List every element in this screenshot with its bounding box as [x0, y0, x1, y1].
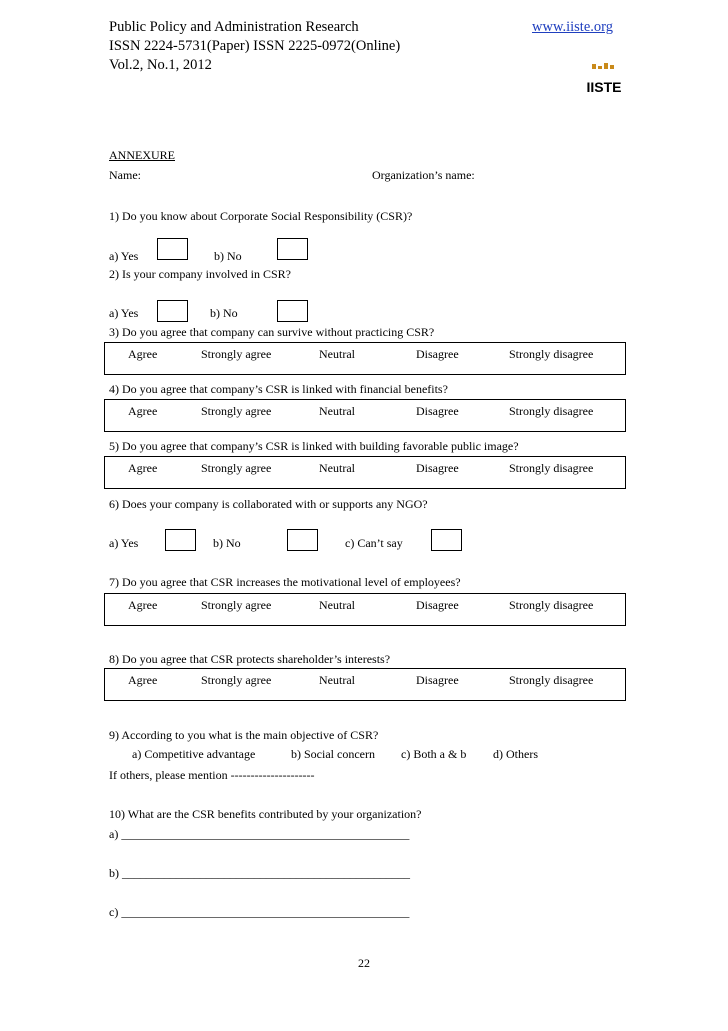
- q1-no-label: b) No: [214, 249, 242, 263]
- q10-answer-a[interactable]: a) ________________________________________________: [109, 827, 410, 841]
- scale-disagree[interactable]: Disagree: [416, 347, 459, 361]
- scale-neutral[interactable]: Neutral: [319, 673, 355, 687]
- q5-scale-row[interactable]: [104, 456, 626, 489]
- name-label: Name:: [109, 168, 141, 182]
- page-number: 22: [358, 956, 370, 970]
- scale-strongly-agree[interactable]: Strongly agree: [201, 461, 272, 475]
- scale-strongly-disagree[interactable]: Strongly disagree: [509, 461, 594, 475]
- scale-agree[interactable]: Agree: [128, 347, 158, 361]
- question-1: 1) Do you know about Corporate Social Responsibility (CSR)?: [109, 209, 413, 223]
- q9-option-a[interactable]: a) Competitive advantage: [132, 747, 256, 761]
- question-2: 2) Is your company involved in CSR?: [109, 267, 291, 281]
- website-link[interactable]: www.iiste.org: [532, 19, 613, 35]
- question-8: 8) Do you agree that CSR protects shareholder’s interests?: [109, 652, 391, 666]
- organization-label: Organization’s name:: [372, 168, 475, 182]
- question-5: 5) Do you agree that company’s CSR is linked with building favorable public image?: [109, 439, 519, 453]
- journal-title: Public Policy and Administration Research: [109, 19, 359, 35]
- q1-no-checkbox[interactable]: [277, 238, 308, 260]
- scale-neutral[interactable]: Neutral: [319, 347, 355, 361]
- q6-yes-checkbox[interactable]: [165, 529, 196, 551]
- scale-agree[interactable]: Agree: [128, 673, 158, 687]
- q6-yes-label: a) Yes: [109, 536, 139, 550]
- question-4: 4) Do you agree that company’s CSR is linked with financial benefits?: [109, 382, 448, 396]
- scale-agree[interactable]: Agree: [128, 404, 158, 418]
- journal-issn: ISSN 2224-5731(Paper) ISSN 2225-0972(Online): [109, 38, 401, 54]
- scale-strongly-agree[interactable]: Strongly agree: [201, 347, 272, 361]
- q6-cant-say-checkbox[interactable]: [431, 529, 462, 551]
- iiste-logo: [586, 62, 622, 96]
- scale-neutral[interactable]: Neutral: [319, 461, 355, 475]
- q6-no-label: b) No: [213, 536, 241, 550]
- scale-strongly-disagree[interactable]: Strongly disagree: [509, 673, 594, 687]
- scale-strongly-agree[interactable]: Strongly agree: [201, 673, 272, 687]
- svg-text:IISTE: IISTE: [586, 79, 622, 95]
- q9-option-d[interactable]: d) Others: [493, 747, 538, 761]
- q10-answer-b[interactable]: b) ________________________________________________: [109, 866, 410, 880]
- scale-strongly-agree[interactable]: Strongly agree: [201, 404, 272, 418]
- scale-disagree[interactable]: Disagree: [416, 461, 459, 475]
- scale-neutral[interactable]: Neutral: [319, 598, 355, 612]
- question-3: 3) Do you agree that company can survive without practicing CSR?: [109, 325, 435, 339]
- scale-strongly-disagree[interactable]: Strongly disagree: [509, 598, 594, 612]
- q6-no-checkbox[interactable]: [287, 529, 318, 551]
- scale-disagree[interactable]: Disagree: [416, 404, 459, 418]
- scale-strongly-disagree[interactable]: Strongly disagree: [509, 404, 594, 418]
- q2-yes-label: a) Yes: [109, 306, 139, 320]
- q9-option-c[interactable]: c) Both a & b: [401, 747, 467, 761]
- scale-agree[interactable]: Agree: [128, 598, 158, 612]
- scale-strongly-agree[interactable]: Strongly agree: [201, 598, 272, 612]
- q8-scale-row[interactable]: [104, 668, 626, 701]
- q2-no-label: b) No: [210, 306, 238, 320]
- q6-cant-say-label: c) Can’t say: [345, 536, 403, 550]
- q1-yes-label: a) Yes: [109, 249, 139, 263]
- q9-mention: If others, please mention ---------------------: [109, 768, 315, 782]
- q10-answer-c[interactable]: c) ________________________________________________: [109, 905, 410, 919]
- q3-scale-row[interactable]: [104, 342, 626, 375]
- scale-strongly-disagree[interactable]: Strongly disagree: [509, 347, 594, 361]
- question-6: 6) Does your company is collaborated with or supports any NGO?: [109, 497, 428, 511]
- q1-yes-checkbox[interactable]: [157, 238, 188, 260]
- scale-disagree[interactable]: Disagree: [416, 673, 459, 687]
- q2-yes-checkbox[interactable]: [157, 300, 188, 322]
- journal-volume: Vol.2, No.1, 2012: [109, 57, 212, 73]
- question-10: 10) What are the CSR benefits contributed by your organization?: [109, 807, 422, 821]
- q9-option-b[interactable]: b) Social concern: [291, 747, 375, 761]
- scale-disagree[interactable]: Disagree: [416, 598, 459, 612]
- q4-scale-row[interactable]: [104, 399, 626, 432]
- question-9: 9) According to you what is the main objective of CSR?: [109, 728, 379, 742]
- annexure-title: ANNEXURE: [109, 148, 175, 162]
- q7-scale-row[interactable]: [104, 593, 626, 626]
- scale-neutral[interactable]: Neutral: [319, 404, 355, 418]
- q2-no-checkbox[interactable]: [277, 300, 308, 322]
- scale-agree[interactable]: Agree: [128, 461, 158, 475]
- question-7: 7) Do you agree that CSR increases the motivational level of employees?: [109, 575, 461, 589]
